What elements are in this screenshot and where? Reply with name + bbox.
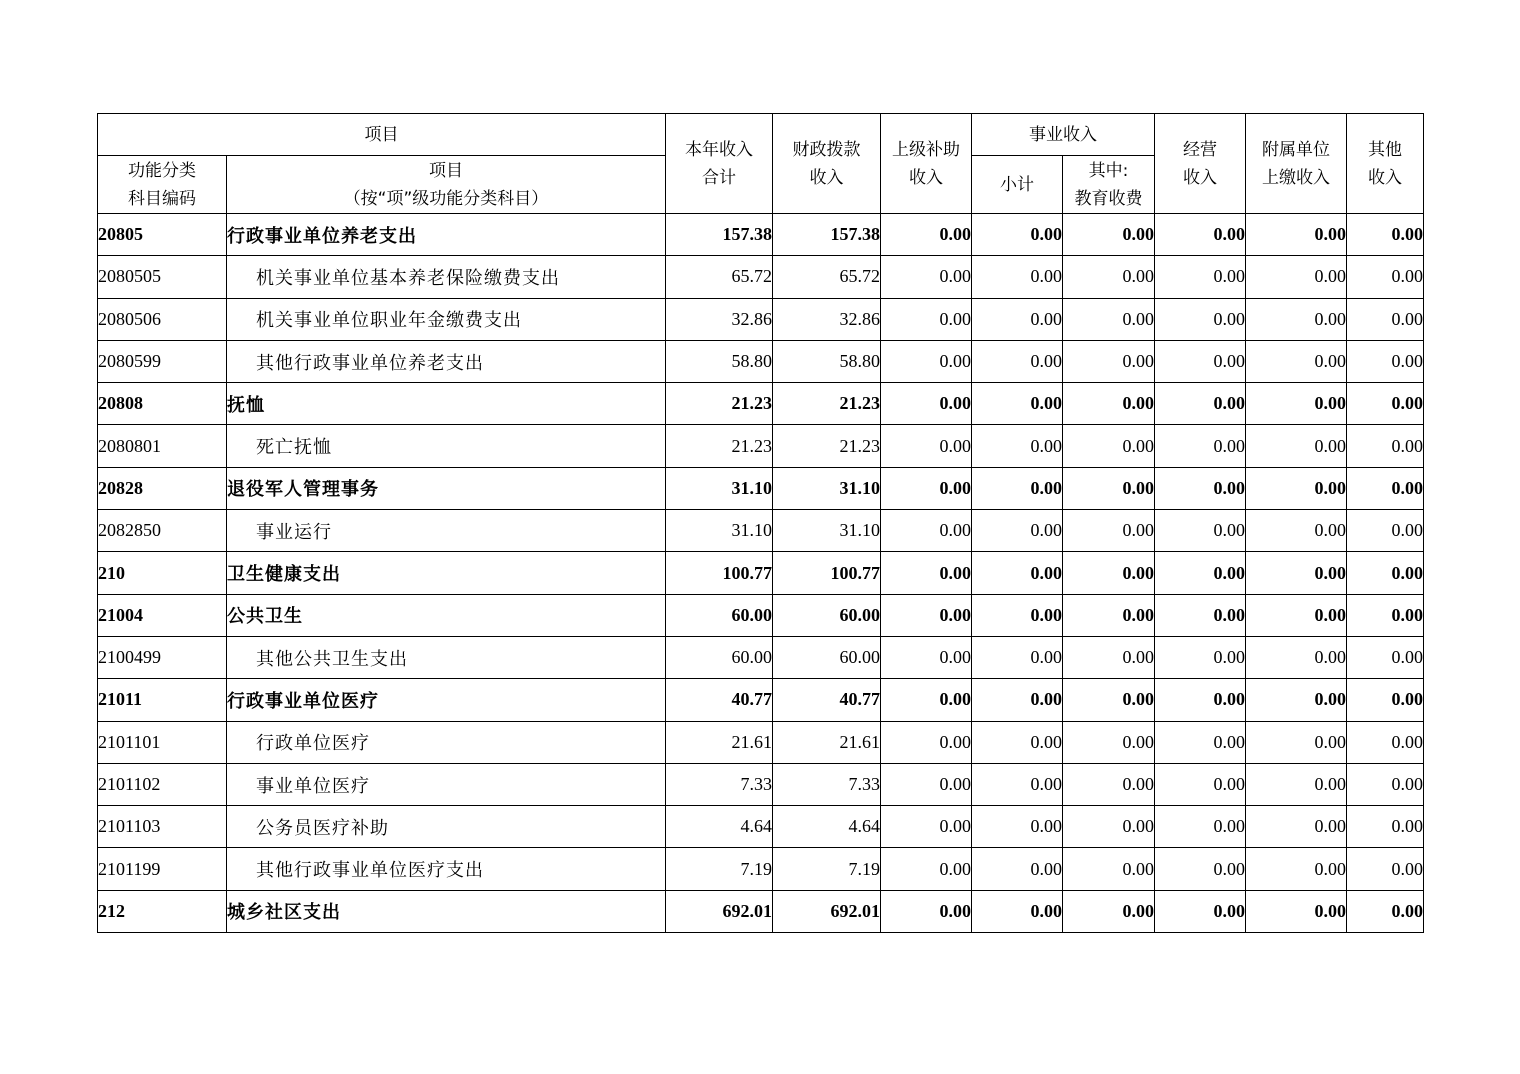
cell-superior-subsidy: 0.00 bbox=[881, 594, 972, 636]
cell-business-subtotal: 0.00 bbox=[972, 721, 1063, 763]
cell-function-code: 20808 bbox=[98, 383, 227, 425]
cell-function-code: 2101199 bbox=[98, 848, 227, 890]
cell-superior-subsidy: 0.00 bbox=[881, 552, 972, 594]
cell-education-fee: 0.00 bbox=[1063, 594, 1155, 636]
cell-fiscal-appropriation: 7.33 bbox=[773, 763, 881, 805]
cell-other-income: 0.00 bbox=[1347, 510, 1424, 552]
cell-affiliated-income: 0.00 bbox=[1246, 298, 1347, 340]
cell-other-income: 0.00 bbox=[1347, 298, 1424, 340]
cell-total-income: 100.77 bbox=[666, 552, 773, 594]
cell-fiscal-appropriation: 21.23 bbox=[773, 383, 881, 425]
cell-affiliated-income: 0.00 bbox=[1246, 763, 1347, 805]
header-operating-income: 经营 收入 bbox=[1155, 114, 1246, 214]
cell-item-name: 行政事业单位医疗 bbox=[227, 679, 666, 721]
header-project: 项目 bbox=[98, 114, 666, 156]
cell-item-name: 其他行政事业单位养老支出 bbox=[227, 340, 666, 382]
header-other-income: 其他 收入 bbox=[1347, 114, 1424, 214]
cell-superior-subsidy: 0.00 bbox=[881, 298, 972, 340]
cell-other-income: 0.00 bbox=[1347, 890, 1424, 932]
cell-fiscal-appropriation: 692.01 bbox=[773, 890, 881, 932]
cell-fiscal-appropriation: 4.64 bbox=[773, 806, 881, 848]
cell-affiliated-income: 0.00 bbox=[1246, 256, 1347, 298]
header-education-fee: 其中: 教育收费 bbox=[1063, 156, 1155, 214]
cell-total-income: 21.23 bbox=[666, 383, 773, 425]
cell-other-income: 0.00 bbox=[1347, 467, 1424, 509]
header-fiscal-appropriation: 财政拨款 收入 bbox=[773, 114, 881, 214]
cell-affiliated-income: 0.00 bbox=[1246, 340, 1347, 382]
cell-total-income: 21.61 bbox=[666, 721, 773, 763]
cell-operating-income: 0.00 bbox=[1155, 298, 1246, 340]
cell-superior-subsidy: 0.00 bbox=[881, 467, 972, 509]
table-row bbox=[98, 214, 1424, 256]
cell-operating-income: 0.00 bbox=[1155, 467, 1246, 509]
cell-operating-income: 0.00 bbox=[1155, 721, 1246, 763]
cell-total-income: 60.00 bbox=[666, 636, 773, 678]
cell-education-fee: 0.00 bbox=[1063, 763, 1155, 805]
cell-affiliated-income: 0.00 bbox=[1246, 806, 1347, 848]
cell-fiscal-appropriation: 21.23 bbox=[773, 425, 881, 467]
cell-total-income: 692.01 bbox=[666, 890, 773, 932]
cell-item-name: 其他行政事业单位医疗支出 bbox=[227, 848, 666, 890]
header-subtotal: 小计 bbox=[972, 156, 1063, 214]
cell-operating-income: 0.00 bbox=[1155, 340, 1246, 382]
header-business-income: 事业收入 bbox=[972, 114, 1155, 156]
cell-other-income: 0.00 bbox=[1347, 256, 1424, 298]
header-superior-subsidy: 上级补助 收入 bbox=[881, 114, 972, 214]
cell-fiscal-appropriation: 21.61 bbox=[773, 721, 881, 763]
cell-operating-income: 0.00 bbox=[1155, 763, 1246, 805]
cell-item-name: 行政单位医疗 bbox=[227, 721, 666, 763]
cell-business-subtotal: 0.00 bbox=[972, 806, 1063, 848]
table-row bbox=[98, 425, 1424, 467]
cell-item-name: 城乡社区支出 bbox=[227, 890, 666, 932]
cell-operating-income: 0.00 bbox=[1155, 594, 1246, 636]
cell-total-income: 31.10 bbox=[666, 510, 773, 552]
cell-function-code: 21004 bbox=[98, 594, 227, 636]
cell-operating-income: 0.00 bbox=[1155, 214, 1246, 256]
table-row bbox=[98, 806, 1424, 848]
cell-operating-income: 0.00 bbox=[1155, 890, 1246, 932]
table-row bbox=[98, 636, 1424, 678]
cell-affiliated-income: 0.00 bbox=[1246, 214, 1347, 256]
table-row bbox=[98, 594, 1424, 636]
cell-other-income: 0.00 bbox=[1347, 636, 1424, 678]
cell-business-subtotal: 0.00 bbox=[972, 552, 1063, 594]
cell-total-income: 7.33 bbox=[666, 763, 773, 805]
cell-affiliated-income: 0.00 bbox=[1246, 383, 1347, 425]
cell-total-income: 60.00 bbox=[666, 594, 773, 636]
cell-education-fee: 0.00 bbox=[1063, 552, 1155, 594]
cell-fiscal-appropriation: 32.86 bbox=[773, 298, 881, 340]
cell-other-income: 0.00 bbox=[1347, 552, 1424, 594]
cell-affiliated-income: 0.00 bbox=[1246, 510, 1347, 552]
cell-education-fee: 0.00 bbox=[1063, 383, 1155, 425]
cell-other-income: 0.00 bbox=[1347, 763, 1424, 805]
table-body bbox=[98, 214, 1424, 933]
cell-affiliated-income: 0.00 bbox=[1246, 425, 1347, 467]
cell-other-income: 0.00 bbox=[1347, 721, 1424, 763]
cell-business-subtotal: 0.00 bbox=[972, 890, 1063, 932]
table-row bbox=[98, 848, 1424, 890]
cell-item-name: 事业单位医疗 bbox=[227, 763, 666, 805]
cell-affiliated-income: 0.00 bbox=[1246, 636, 1347, 678]
cell-affiliated-income: 0.00 bbox=[1246, 467, 1347, 509]
cell-education-fee: 0.00 bbox=[1063, 467, 1155, 509]
cell-other-income: 0.00 bbox=[1347, 848, 1424, 890]
cell-business-subtotal: 0.00 bbox=[972, 636, 1063, 678]
cell-business-subtotal: 0.00 bbox=[972, 340, 1063, 382]
cell-fiscal-appropriation: 65.72 bbox=[773, 256, 881, 298]
cell-item-name: 其他公共卫生支出 bbox=[227, 636, 666, 678]
cell-education-fee: 0.00 bbox=[1063, 806, 1155, 848]
cell-function-code: 2080506 bbox=[98, 298, 227, 340]
table-row bbox=[98, 552, 1424, 594]
cell-education-fee: 0.00 bbox=[1063, 256, 1155, 298]
cell-business-subtotal: 0.00 bbox=[972, 763, 1063, 805]
cell-other-income: 0.00 bbox=[1347, 806, 1424, 848]
cell-total-income: 32.86 bbox=[666, 298, 773, 340]
table-row bbox=[98, 467, 1424, 509]
cell-business-subtotal: 0.00 bbox=[972, 594, 1063, 636]
cell-fiscal-appropriation: 58.80 bbox=[773, 340, 881, 382]
cell-function-code: 2080505 bbox=[98, 256, 227, 298]
cell-education-fee: 0.00 bbox=[1063, 214, 1155, 256]
cell-superior-subsidy: 0.00 bbox=[881, 383, 972, 425]
cell-superior-subsidy: 0.00 bbox=[881, 425, 972, 467]
cell-function-code: 2080599 bbox=[98, 340, 227, 382]
cell-business-subtotal: 0.00 bbox=[972, 679, 1063, 721]
cell-operating-income: 0.00 bbox=[1155, 425, 1246, 467]
cell-superior-subsidy: 0.00 bbox=[881, 806, 972, 848]
cell-total-income: 7.19 bbox=[666, 848, 773, 890]
cell-other-income: 0.00 bbox=[1347, 425, 1424, 467]
header-item-name: 项目 （按“项”级功能分类科目） bbox=[227, 156, 666, 214]
cell-total-income: 21.23 bbox=[666, 425, 773, 467]
table-row bbox=[98, 721, 1424, 763]
cell-superior-subsidy: 0.00 bbox=[881, 510, 972, 552]
cell-business-subtotal: 0.00 bbox=[972, 298, 1063, 340]
table-row bbox=[98, 383, 1424, 425]
table-row bbox=[98, 298, 1424, 340]
cell-other-income: 0.00 bbox=[1347, 383, 1424, 425]
cell-operating-income: 0.00 bbox=[1155, 806, 1246, 848]
cell-item-name: 死亡抚恤 bbox=[227, 425, 666, 467]
cell-fiscal-appropriation: 31.10 bbox=[773, 467, 881, 509]
cell-affiliated-income: 0.00 bbox=[1246, 721, 1347, 763]
header-total-income: 本年收入 合计 bbox=[666, 114, 773, 214]
cell-education-fee: 0.00 bbox=[1063, 298, 1155, 340]
header-affiliated-income: 附属单位 上缴收入 bbox=[1246, 114, 1347, 214]
cell-function-code: 20805 bbox=[98, 214, 227, 256]
cell-fiscal-appropriation: 157.38 bbox=[773, 214, 881, 256]
table-row bbox=[98, 340, 1424, 382]
cell-operating-income: 0.00 bbox=[1155, 848, 1246, 890]
cell-item-name: 事业运行 bbox=[227, 510, 666, 552]
cell-item-name: 抚恤 bbox=[227, 383, 666, 425]
cell-total-income: 40.77 bbox=[666, 679, 773, 721]
cell-superior-subsidy: 0.00 bbox=[881, 214, 972, 256]
table-row bbox=[98, 256, 1424, 298]
cell-function-code: 20828 bbox=[98, 467, 227, 509]
cell-education-fee: 0.00 bbox=[1063, 340, 1155, 382]
cell-superior-subsidy: 0.00 bbox=[881, 636, 972, 678]
cell-fiscal-appropriation: 7.19 bbox=[773, 848, 881, 890]
cell-total-income: 4.64 bbox=[666, 806, 773, 848]
cell-education-fee: 0.00 bbox=[1063, 425, 1155, 467]
header-function-code: 功能分类 科目编码 bbox=[98, 156, 227, 214]
cell-function-code: 2080801 bbox=[98, 425, 227, 467]
cell-superior-subsidy: 0.00 bbox=[881, 848, 972, 890]
cell-operating-income: 0.00 bbox=[1155, 679, 1246, 721]
cell-affiliated-income: 0.00 bbox=[1246, 679, 1347, 721]
cell-business-subtotal: 0.00 bbox=[972, 467, 1063, 509]
cell-business-subtotal: 0.00 bbox=[972, 256, 1063, 298]
cell-affiliated-income: 0.00 bbox=[1246, 552, 1347, 594]
cell-operating-income: 0.00 bbox=[1155, 552, 1246, 594]
cell-item-name: 退役军人管理事务 bbox=[227, 467, 666, 509]
cell-function-code: 2082850 bbox=[98, 510, 227, 552]
cell-education-fee: 0.00 bbox=[1063, 636, 1155, 678]
cell-fiscal-appropriation: 40.77 bbox=[773, 679, 881, 721]
cell-business-subtotal: 0.00 bbox=[972, 383, 1063, 425]
cell-fiscal-appropriation: 100.77 bbox=[773, 552, 881, 594]
cell-item-name: 公务员医疗补助 bbox=[227, 806, 666, 848]
table-row bbox=[98, 679, 1424, 721]
cell-business-subtotal: 0.00 bbox=[972, 214, 1063, 256]
cell-item-name: 机关事业单位基本养老保险缴费支出 bbox=[227, 256, 666, 298]
table-row bbox=[98, 890, 1424, 932]
cell-function-code: 21011 bbox=[98, 679, 227, 721]
cell-business-subtotal: 0.00 bbox=[972, 510, 1063, 552]
cell-business-subtotal: 0.00 bbox=[972, 848, 1063, 890]
cell-function-code: 212 bbox=[98, 890, 227, 932]
cell-fiscal-appropriation: 31.10 bbox=[773, 510, 881, 552]
cell-function-code: 2101101 bbox=[98, 721, 227, 763]
cell-superior-subsidy: 0.00 bbox=[881, 721, 972, 763]
cell-superior-subsidy: 0.00 bbox=[881, 256, 972, 298]
cell-function-code: 2100499 bbox=[98, 636, 227, 678]
cell-item-name: 机关事业单位职业年金缴费支出 bbox=[227, 298, 666, 340]
cell-total-income: 157.38 bbox=[666, 214, 773, 256]
cell-function-code: 2101102 bbox=[98, 763, 227, 805]
table-row bbox=[98, 763, 1424, 805]
cell-item-name: 公共卫生 bbox=[227, 594, 666, 636]
cell-operating-income: 0.00 bbox=[1155, 383, 1246, 425]
cell-operating-income: 0.00 bbox=[1155, 510, 1246, 552]
cell-fiscal-appropriation: 60.00 bbox=[773, 636, 881, 678]
cell-business-subtotal: 0.00 bbox=[972, 425, 1063, 467]
table-header bbox=[98, 114, 1424, 214]
cell-education-fee: 0.00 bbox=[1063, 679, 1155, 721]
cell-superior-subsidy: 0.00 bbox=[881, 890, 972, 932]
cell-other-income: 0.00 bbox=[1347, 679, 1424, 721]
cell-affiliated-income: 0.00 bbox=[1246, 848, 1347, 890]
cell-total-income: 58.80 bbox=[666, 340, 773, 382]
cell-other-income: 0.00 bbox=[1347, 594, 1424, 636]
cell-affiliated-income: 0.00 bbox=[1246, 594, 1347, 636]
cell-item-name: 卫生健康支出 bbox=[227, 552, 666, 594]
cell-superior-subsidy: 0.00 bbox=[881, 763, 972, 805]
cell-superior-subsidy: 0.00 bbox=[881, 679, 972, 721]
table-row bbox=[98, 510, 1424, 552]
income-budget-table bbox=[97, 113, 1424, 933]
cell-item-name: 行政事业单位养老支出 bbox=[227, 214, 666, 256]
cell-education-fee: 0.00 bbox=[1063, 510, 1155, 552]
cell-education-fee: 0.00 bbox=[1063, 890, 1155, 932]
cell-education-fee: 0.00 bbox=[1063, 848, 1155, 890]
cell-education-fee: 0.00 bbox=[1063, 721, 1155, 763]
cell-operating-income: 0.00 bbox=[1155, 636, 1246, 678]
cell-other-income: 0.00 bbox=[1347, 214, 1424, 256]
cell-fiscal-appropriation: 60.00 bbox=[773, 594, 881, 636]
cell-other-income: 0.00 bbox=[1347, 340, 1424, 382]
cell-superior-subsidy: 0.00 bbox=[881, 340, 972, 382]
cell-function-code: 2101103 bbox=[98, 806, 227, 848]
cell-affiliated-income: 0.00 bbox=[1246, 890, 1347, 932]
cell-operating-income: 0.00 bbox=[1155, 256, 1246, 298]
cell-function-code: 210 bbox=[98, 552, 227, 594]
cell-total-income: 65.72 bbox=[666, 256, 773, 298]
cell-total-income: 31.10 bbox=[666, 467, 773, 509]
